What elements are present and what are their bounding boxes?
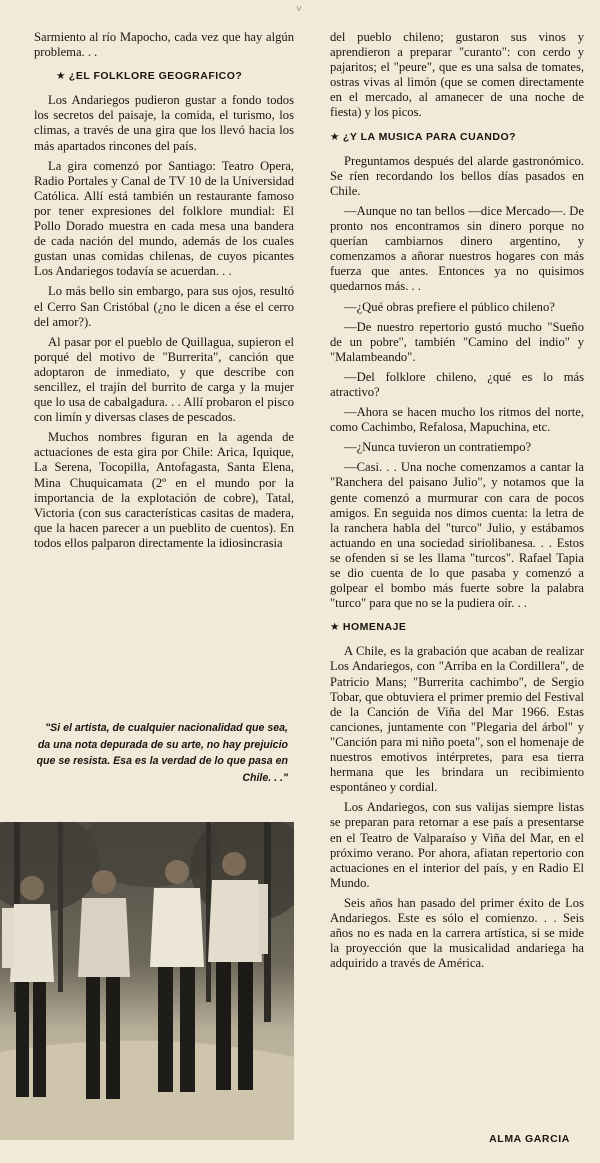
right-s1-paragraph-7: —¿Nunca tuvieron un contratiempo?	[344, 440, 532, 455]
star-icon: ★	[330, 130, 340, 143]
right-section1-heading: ★ ¿Y LA MUSICA PARA CUANDO?	[330, 130, 517, 143]
right-s1-paragraph-3: —¿Qué obras prefiere el público chileno?	[344, 299, 555, 314]
author-signature: ALMA GARCIA	[489, 1133, 570, 1145]
right-s2-paragraph-3: Seis años han pasado del primer éxito de Los Andariegos. Este es sólo el comienzo. . . Seis años no es nada en la carrera artística, si se mide la proyección que la musicalidad andariega ha adquirido a través de América.	[330, 895, 584, 971]
right-s1-paragraph-4: —De nuestro repertorio gustó mucho "Sueño de un pobre", también "Camino del indio" y "Malambeando".	[330, 319, 584, 364]
star-icon: ★	[56, 70, 66, 83]
left-paragraph-5: Muchos nombres figuran en la agenda de actuaciones de esta gira por Chile: Arica, Iquique, La Serena, Tocopilla, Antofagasta, Santa Elena, Mina Chuquicamata (2º en el mundo por la importancia de la explotación de cobre), Tatal, Victoria (con sus características casitas de madera, que la hacen parecer a un pueblito de cuentos). En todos ellos palparon directamente la idiosincrasia	[34, 430, 294, 550]
left-section-heading: ★ ¿EL FOLKLORE GEOGRAFICO?	[56, 70, 243, 83]
group-photo	[0, 822, 294, 1140]
left-paragraph-3: Lo más bello sin embargo, para sus ojos, resultó el Cerro San Cristóbal (¿no le dicen a ése el cerro del amor?).	[34, 284, 294, 329]
right-s2-paragraph-2: Los Andariegos, con sus valijas siempre listas se preparan para retornar a ese país a presentarse en el Teatro de Valparaíso y Viña del Mar, en el próximo verano. Por ahora, afiatan repertorio con actuaciones en el interior del país, y en Radio El Mundo.	[330, 800, 584, 890]
right-s1-paragraph-8: —Casi. . . Una noche comenzamos a cantar la "Ranchera del paisano Julio", y notamos que la gente comenzó a murmurar con cara de pocos amigos. En seguida nos dimos cuenta: la letra de la ranchera habla del "turco" Julio, y estábamos actuando en una sociedad siriolibanesa. . . Estos se ofenden si se les llama "turcos". Rafael Tapia se dio cuenta de lo que pasaba y comenzó a golpear el bombo más fuerte sobre la palabra "turco" para que no se la pudiera oír. . .	[330, 460, 584, 611]
group-photo-illustration	[0, 822, 294, 1140]
page-corner-mark: ˅	[296, 4, 302, 15]
star-icon: ★	[330, 621, 340, 634]
left-paragraph-2: La gira comenzó por Santiago: Teatro Opera, Radio Portales y Canal de TV 10 de la Universidad Católica. Allí está también un restaurante famoso por tener expresiones del folklore mundial: El Pollo Dorado muestra en cada mesa una bandera de cada nación del mundo, además de los cuales gustan unas comidas chilenas, de cuyos picantes Los Andariegos todavía se acuerdan. . .	[34, 158, 294, 279]
right-column	[330, 30, 584, 976]
right-s2-paragraph-1: A Chile, es la grabación que acaban de realizar Los Andariegos, con "Arriba en la Cordillera", de Patricio Mans; "Burrerita cachimbo", de Sergio Tobar, que obtuviera el primer premio del Festival de la Canción de Viña del Mar 1966. Estas canciones, juntamente con "Plegaria del árbol" y "Canción para mi niño poeta", son el homenaje de nuestros emotivos intérpretes, para esa tierra hermana que les brindara un recibimiento espontáneo y cordial.	[330, 644, 584, 795]
right-s1-paragraph-5: —Del folklore chileno, ¿qué es lo más atractivo?	[330, 369, 584, 399]
right-s1-paragraph-2: —Aunque no tan bellos —dice Mercado—. De pronto nos encontramos sin dinero porque no querían cambiarnos dinero argentino, y comenzamos a añorar nuestros hogares con más fuerza que antes. Entonces ya no quisimos quedarnos más. . .	[330, 203, 584, 294]
pull-quote: "Si el artista, de cualquier nacionalidad que sea, da una nota depurada de su arte, no hay prejuicio que se resista. Esa es la verdad de lo que pasa en Chile. . ."	[36, 722, 288, 784]
right-s1-paragraph-6: —Ahora se hacen mucho los ritmos del norte, como Cachimbo, Refalosa, Mapuchina, etc.	[330, 405, 584, 435]
right-intro-paragraph: del pueblo chileno; gustaron sus vinos y aprendieron a preparar "curanto": con cerdo y pajaritos; el "peure", que es una salsa de tomates, ostras vivas al limón (que se comen directamente en el mercado, al amanecer de una noche de fiesta) y los picos.	[330, 30, 584, 120]
left-column	[34, 30, 294, 556]
left-paragraph-1: Los Andariegos pudieron gustar a fondo todos los secretos del paisaje, la comida, el turismo, los climas, a través de una gira que los llevó hacia los más apartados rincones del país.	[34, 93, 294, 153]
right-section2-heading: ★ HOMENAJE	[330, 621, 407, 634]
left-intro-paragraph: Sarmiento al río Mapocho, cada vez que hay algún problema. . .	[34, 30, 294, 60]
left-paragraph-4: Al pasar por el pueblo de Quillagua, supieron el porqué del motivo de "Burrerita", canción que adoptaron de inmediato, y que describe con sencillez, el trajín del burrito de carga y la mujer que lo usa de cabalgadura. . . Allí probaron el pisco con limín y diversas clases de pescados.	[34, 334, 294, 425]
right-s1-paragraph-1: Preguntamos después del alarde gastronómico. Se ríen recordando los bellos días pasados en Chile.	[330, 153, 584, 198]
